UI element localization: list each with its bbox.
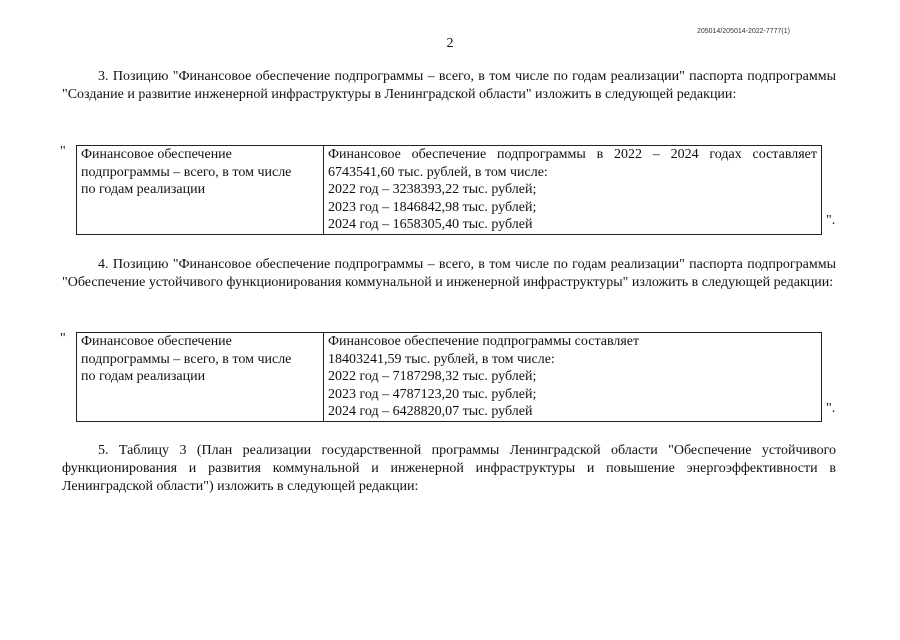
value-line: 18403241,59 тыс. рублей, в том числе: bbox=[328, 351, 555, 367]
item-4-position-cell bbox=[77, 333, 324, 422]
value-line: Финансовое обеспечение подпрограммы в 2022 – 2024 годах составляет bbox=[328, 147, 817, 162]
item-4-quote-open: " bbox=[60, 331, 66, 346]
value-line: Финансовое обеспечение подпрограммы составляет bbox=[328, 334, 640, 349]
item-3-value-cell bbox=[324, 146, 822, 235]
value-line: 6743541,60 тыс. рублей, в том числе: bbox=[328, 164, 548, 180]
item-4-value-cell bbox=[324, 333, 822, 422]
position-line: Финансовое обеспечение bbox=[81, 147, 232, 162]
item-4-text: 4. Позицию "Финансовое обеспечение подпрограммы – всего, в том числе по годам реализации" паспорта подпрограммы "Обеспечение устойчивого функционирования коммунальной и инженерной инфраструктуры" изложить в следующей редакции: bbox=[62, 257, 836, 290]
table-row bbox=[77, 333, 822, 422]
position-line: подпрограммы – всего, в том числе bbox=[81, 351, 292, 367]
value-line: 2023 год – 4787123,20 тыс. рублей; bbox=[328, 386, 537, 402]
item-3-position-cell bbox=[77, 146, 324, 235]
item-3-quote-open: " bbox=[60, 144, 66, 159]
table-row bbox=[77, 146, 822, 235]
position-line: подпрограммы – всего, в том числе bbox=[81, 164, 292, 180]
value-line: 2023 год – 1846842,98 тыс. рублей; bbox=[328, 199, 537, 215]
value-line: 2024 год – 1658305,40 тыс. рублей bbox=[328, 217, 533, 233]
item-3-paragraph bbox=[62, 68, 836, 104]
item-4-quote-close: ". bbox=[826, 401, 836, 416]
document-id: 205014/205014-2022-7777(1) bbox=[696, 28, 790, 35]
value-line: 2022 год – 3238393,22 тыс. рублей; bbox=[328, 182, 537, 198]
item-5-paragraph bbox=[62, 442, 836, 496]
item-5-text: 5. Таблицу 3 (План реализации государственной программы Ленинградской области "Обеспечение устойчивого функционирования и развития коммунальной и инженерной инфраструктуры и повышение энергоэффективности в Ленинградской области") изложить в следующей редакции: bbox=[62, 443, 836, 494]
value-line: 2024 год – 6428820,07 тыс. рублей bbox=[328, 404, 533, 420]
item-4-paragraph bbox=[62, 256, 836, 292]
item-3-quote-close: ". bbox=[826, 213, 836, 228]
value-line: 2022 год – 7187298,32 тыс. рублей; bbox=[328, 369, 537, 385]
position-line: по годам реализации bbox=[81, 182, 206, 198]
item-4-table bbox=[76, 332, 822, 422]
item-3-table bbox=[76, 145, 822, 235]
position-line: Финансовое обеспечение bbox=[81, 334, 232, 349]
item-3-text: 3. Позицию "Финансовое обеспечение подпрограммы – всего, в том числе по годам реализации" паспорта подпрограммы "Создание и развитие инженерной инфраструктуры в Ленинградской области" изложить в следующей редакции: bbox=[62, 69, 836, 102]
page-number: 2 bbox=[446, 36, 454, 51]
position-line: по годам реализации bbox=[81, 369, 206, 385]
